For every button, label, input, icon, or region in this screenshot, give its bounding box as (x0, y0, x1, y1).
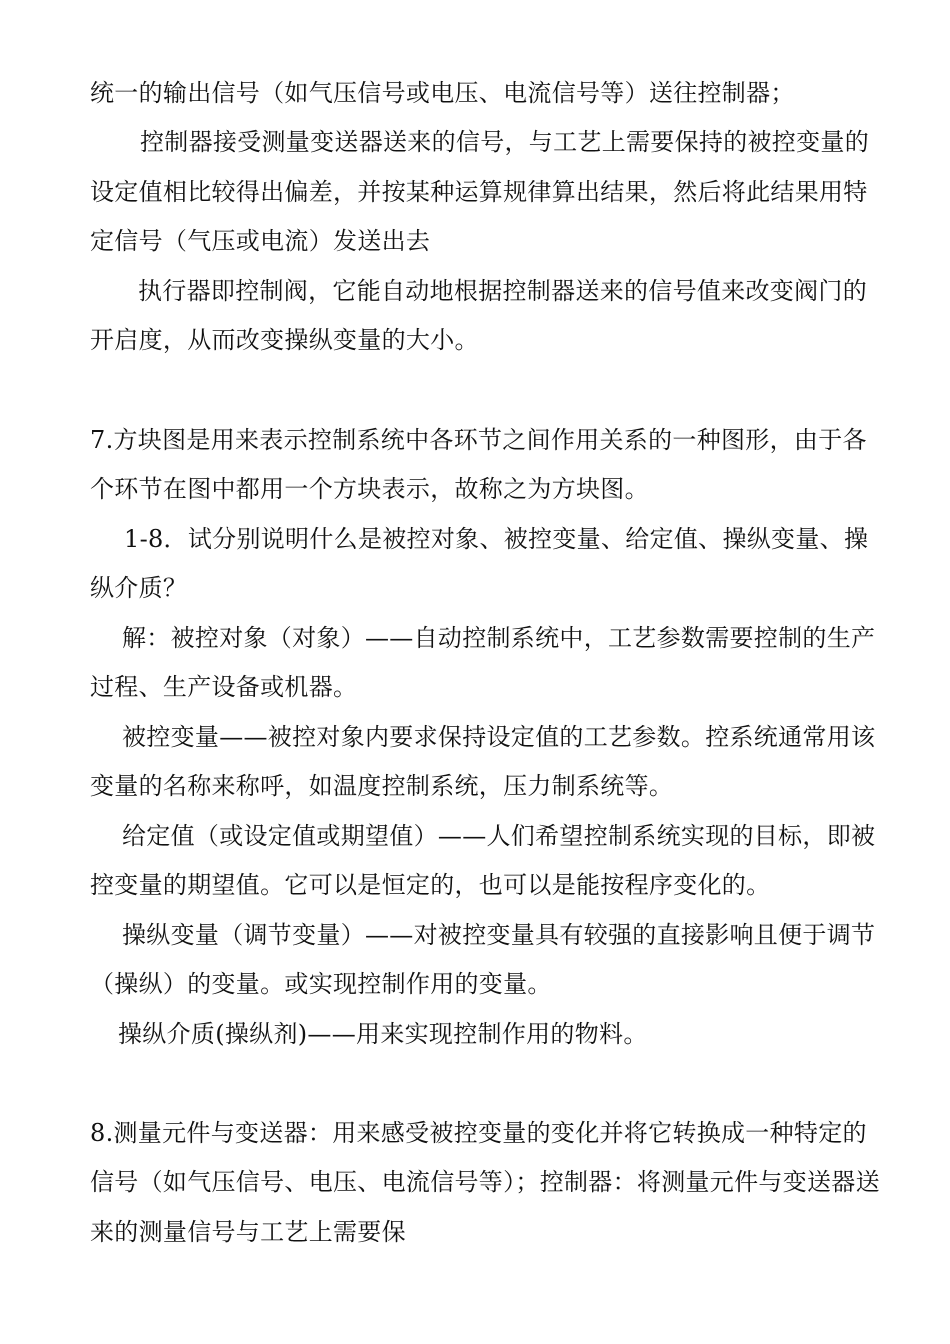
text-line: 操纵介质(操纵剂)——用来实现控制作用的物料。 (118, 1020, 648, 1048)
text-line: 执行器即控制阀，它能自动地根据控制器送来的信号值来改变阀门的 (138, 277, 867, 305)
text-line: 解：被控对象（对象）——自动控制系统中，工艺参数需要控制的生产 (122, 624, 876, 652)
text-line: 操纵变量（调节变量）——对被控变量具有较强的直接影响且便于调节 (122, 921, 876, 949)
text-line: （操纵）的变量。或实现控制作用的变量。 (90, 970, 552, 998)
text-line: 定信号（气压或电流）发送出去 (90, 227, 431, 255)
text-line: 7.方块图是用来表示控制系统中各环节之间作用关系的一种图形，由于各 (90, 426, 867, 454)
text-line: 过程、生产设备或机器。 (90, 673, 358, 701)
text-line: 控制器接受测量变送器送来的信号，与工艺上需要保持的被控变量的 (140, 128, 869, 156)
text-line: 纵介质？ (90, 574, 188, 602)
text-line: 变量的名称来称呼，如温度控制系统，压力制系统等。 (90, 772, 674, 800)
text-line: 开启度，从而改变操纵变量的大小。 (90, 326, 479, 354)
text-line: 来的测量信号与工艺上需要保 (90, 1218, 406, 1246)
text-line: 控变量的期望值。它可以是恒定的，也可以是能按程序变化的。 (90, 871, 771, 899)
text-line: 个环节在图中都用一个方块表示，故称之为方块图。 (90, 475, 649, 503)
text-line: 8.测量元件与变送器：用来感受被控变量的变化并将它转换成一种特定的 (90, 1119, 867, 1147)
text-line: 1-8．试分别说明什么是被控对象、被控变量、给定值、操纵变量、操 (124, 525, 869, 553)
text-line: 设定值相比较得出偏差，并按某种运算规律算出结果，然后将此结果用特 (90, 178, 868, 206)
text-line: 信号（如气压信号、电压、电流信号等）；控制器：将测量元件与变送器送 (90, 1168, 880, 1196)
text-line: 统一的输出信号（如气压信号或电压、电流信号等）送往控制器； (90, 79, 795, 107)
text-line: 给定值（或设定值或期望值）——人们希望控制系统实现的目标，即被 (122, 822, 876, 850)
text-line: 被控变量——被控对象内要求保持设定值的工艺参数。控系统通常用该 (122, 723, 876, 751)
